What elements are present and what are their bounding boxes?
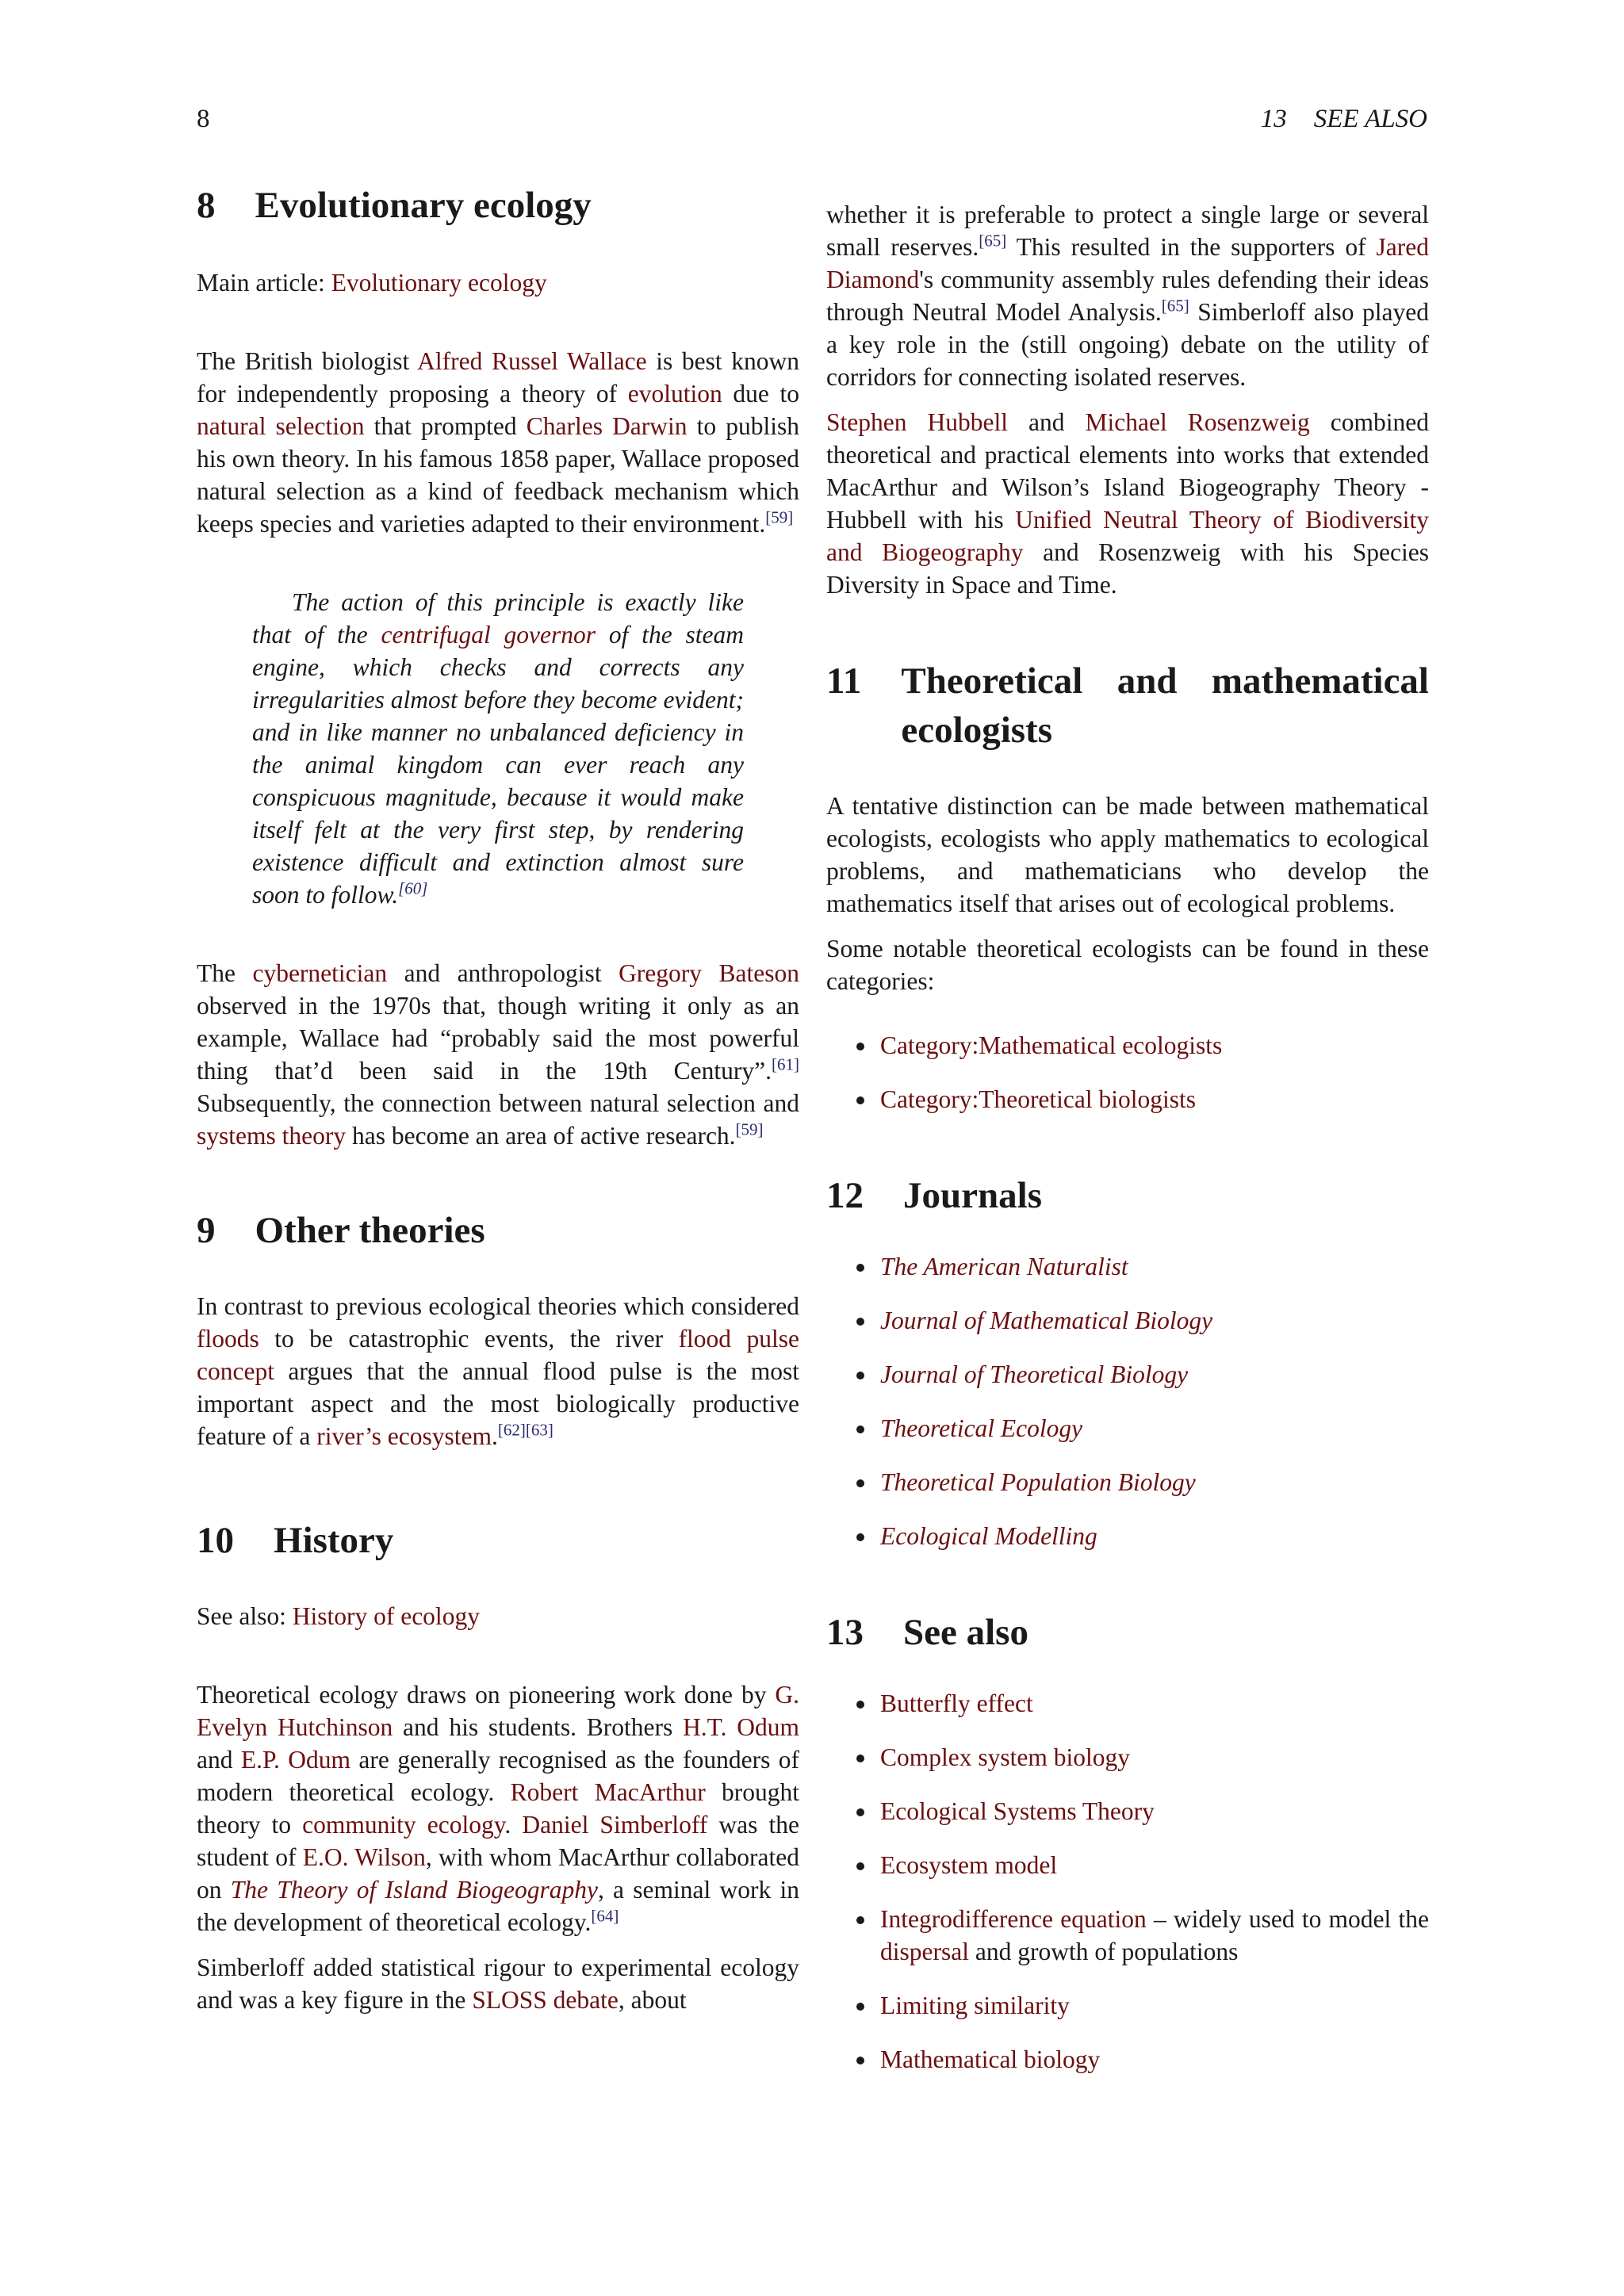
citation-65b[interactable]: [65] xyxy=(1161,296,1189,316)
link-butterfly-effect[interactable]: Butterfly effect xyxy=(880,1689,1033,1717)
section-title: Evolutionary ecology xyxy=(255,185,592,226)
citation-62[interactable]: [62] xyxy=(497,1420,526,1440)
section-title: History xyxy=(274,1520,394,1561)
list-item xyxy=(826,1520,1429,1552)
link-gregory-bateson[interactable]: Gregory Bateson xyxy=(619,959,799,987)
link-category-theoretical-biologists[interactable]: Category:Theoretical biologists xyxy=(880,1085,1197,1113)
link-sloss-debate[interactable]: SLOSS debate xyxy=(472,1986,619,2014)
list-item xyxy=(826,1358,1429,1391)
link-ecosystem-model[interactable]: Ecosystem model xyxy=(880,1851,1058,1879)
section-number: 9 xyxy=(197,1210,216,1251)
link-unified-neutral-theory[interactable]: Unified Neutral Theory of Biodiversity and Biogeography xyxy=(826,506,1430,566)
citation-63[interactable]: [63] xyxy=(525,1420,553,1440)
link-charles-darwin[interactable]: Charles Darwin xyxy=(526,412,688,440)
list-item xyxy=(826,1849,1429,1881)
main-article-note xyxy=(197,266,799,299)
running-section-title xyxy=(1234,100,1427,138)
link-eo-wilson[interactable]: E.O. Wilson xyxy=(302,1843,426,1871)
link-floods[interactable]: floods xyxy=(197,1325,259,1353)
link-centrifugal-governor[interactable]: centrifugal governor xyxy=(381,621,596,649)
link-ep-odum[interactable]: E.P. Odum xyxy=(240,1746,351,1774)
link-complex-system-biology[interactable]: Complex system biology xyxy=(880,1743,1130,1771)
section-heading-10 xyxy=(197,1516,799,1565)
link-theoretical-population-biology[interactable]: Theoretical Population Biology xyxy=(880,1468,1196,1496)
link-ecological-systems-theory[interactable]: Ecological Systems Theory xyxy=(880,1797,1155,1825)
section-number: 10 xyxy=(197,1520,234,1561)
section-number: 13 xyxy=(826,1612,864,1653)
list-item xyxy=(826,2043,1429,2076)
link-theoretical-ecology[interactable]: Theoretical Ecology xyxy=(880,1414,1083,1442)
see-also-prefix: See also: xyxy=(197,1602,293,1630)
wallace-quote: The action of this principle is exactly like that of the centrifugal governor of the steam engine, which checks and corrects any irregularities almost before they become evident; and in like manner no unbalanced deficiency in the animal kingdom can ever reach any conspicuous magnitude, because it would make itself felt at the very first step, by rendering existence difficult and extinction almost sure soon to follow.[60] xyxy=(252,588,744,909)
link-history-of-ecology[interactable]: History of ecology xyxy=(292,1602,480,1630)
section-title: Other theories xyxy=(255,1210,485,1251)
section-title: Theoretical and mathematical ecologists xyxy=(901,660,1429,751)
main-article-prefix: Main article: xyxy=(197,269,331,297)
category-list xyxy=(826,1029,1429,1115)
link-jared-diamond[interactable]: Jared Diamond xyxy=(826,233,1429,293)
link-american-naturalist[interactable]: The American Naturalist xyxy=(880,1253,1128,1280)
link-rivers-ecosystem[interactable]: river’s ecosystem xyxy=(316,1422,492,1450)
section-title: See also xyxy=(903,1612,1028,1653)
page-number: 8 xyxy=(197,105,210,133)
list-item xyxy=(826,1741,1429,1774)
link-flood-pulse-concept[interactable]: flood pulse concept xyxy=(197,1325,799,1385)
citation-65[interactable]: [65] xyxy=(979,231,1007,251)
list-item xyxy=(826,1029,1429,1062)
section-number: 12 xyxy=(826,1175,864,1216)
citation-64[interactable]: [64] xyxy=(591,1906,619,1926)
list-item xyxy=(826,1466,1429,1498)
link-theory-of-island-biogeography[interactable]: The Theory of Island Biogeography xyxy=(230,1876,598,1904)
running-section-label: SEE ALSO xyxy=(1313,105,1427,133)
list-item xyxy=(826,1989,1429,2022)
section-title: Journals xyxy=(903,1175,1042,1216)
link-daniel-simberloff[interactable]: Daniel Simberloff xyxy=(522,1811,708,1839)
link-mathematical-biology[interactable]: Mathematical biology xyxy=(880,2045,1101,2073)
link-systems-theory[interactable]: systems theory xyxy=(197,1122,347,1150)
link-michael-rosenzweig[interactable]: Michael Rosenzweig xyxy=(1085,408,1310,436)
section-heading-11 xyxy=(826,656,1429,755)
paragraph-flood-pulse: In contrast to previous ecological theories which considered floods to be catastrophic events, the river flood pulse concept argues that the annual flood pulse is the most important aspect and the most biologically productive feature of a river’s ecosystem.[62][63] xyxy=(197,1292,799,1450)
paragraph-history: Theoretical ecology draws on pioneering work done by G. Evelyn Hutchinson and his students. Brothers H.T. Odum and E.P. Odum are generally recognised as the founders of modern theoretical ecology. Robert MacArthur brought theory to community ecology. Daniel Simberloff was the student of E.O. Wilson, with whom MacArthur collaborated on The Theory of Island Biogeography, a seminal work in the development of theoretical ecology.[64] xyxy=(197,1681,800,1936)
section-heading-8 xyxy=(197,181,799,230)
journal-list xyxy=(826,1250,1429,1552)
list-item xyxy=(826,1412,1429,1445)
section-heading-12 xyxy=(826,1171,1429,1220)
running-section-number: 13 xyxy=(1260,105,1287,133)
left-column xyxy=(197,181,799,2016)
see-also-note xyxy=(197,1600,799,1632)
paragraph-notable-ecologists: Some notable theoretical ecologists can be found in these categories: xyxy=(826,935,1429,995)
list-item: Integrodifference equation – widely used to model the dispersal and growth of populations xyxy=(826,1903,1429,1968)
link-g-evelyn-hutchinson[interactable]: G. Evelyn Hutchinson xyxy=(197,1681,799,1741)
link-journal-mathematical-biology[interactable]: Journal of Mathematical Biology xyxy=(880,1307,1213,1334)
right-column xyxy=(826,198,1429,2097)
paragraph-hubbell: Stephen Hubbell and Michael Rosenzweig combined theoretical and practical elements into works that extended MacArthur and Wilson’s Island Biogeography Theory - Hubbell with his Unified Neutral Theory of Biodiversity and Biogeography and Rosenzweig with his Species Diversity in Space and Time. xyxy=(826,408,1430,599)
citation-61[interactable]: [61] xyxy=(772,1054,799,1074)
link-cybernetician[interactable]: cybernetician xyxy=(252,959,388,987)
section-heading-9 xyxy=(197,1206,799,1255)
list-item xyxy=(826,1687,1429,1720)
paragraph-simberloff-part1: Simberloff added statistical rigour to experimental ecology and was a key figure in the SLOSS debate, about xyxy=(197,1954,799,2014)
link-dispersal[interactable]: dispersal xyxy=(880,1938,969,1965)
see-also-list xyxy=(826,1687,1429,2076)
section-heading-13 xyxy=(826,1608,1429,1657)
link-evolution[interactable]: evolution xyxy=(627,380,722,408)
link-journal-theoretical-biology[interactable]: Journal of Theoretical Biology xyxy=(880,1360,1189,1388)
link-evolutionary-ecology[interactable]: Evolutionary ecology xyxy=(331,269,547,297)
section-number: 8 xyxy=(197,185,216,226)
citation-60[interactable]: [60] xyxy=(398,878,428,898)
list-item xyxy=(826,1250,1429,1283)
list-item xyxy=(826,1795,1429,1827)
link-limiting-similarity[interactable]: Limiting similarity xyxy=(880,1992,1070,2019)
link-alfred-russel-wallace[interactable]: Alfred Russel Wallace xyxy=(417,347,647,375)
citation-59b[interactable]: [59] xyxy=(735,1119,764,1139)
link-stephen-hubbell[interactable]: Stephen Hubbell xyxy=(826,408,1008,436)
link-robert-macarthur[interactable]: Robert MacArthur xyxy=(510,1778,706,1806)
link-ecological-modelling[interactable]: Ecological Modelling xyxy=(880,1522,1097,1550)
link-category-mathematical-ecologists[interactable]: Category:Mathematical ecologists xyxy=(880,1031,1223,1059)
list-item xyxy=(826,1083,1429,1115)
link-natural-selection[interactable]: natural selection xyxy=(197,412,365,440)
running-header xyxy=(197,100,1427,138)
citation-59[interactable]: [59] xyxy=(765,507,794,527)
link-integrodifference-equation[interactable]: Integrodifference equation xyxy=(880,1905,1147,1933)
list-item xyxy=(826,1304,1429,1337)
section-number: 11 xyxy=(826,660,862,702)
paragraph-tentative-distinction: A tentative distinction can be made between mathematical ecologists, ecologists who apply mathematics to ecological problems, and mathematicians who develop the mathematics itself that arises out of ecological problems. xyxy=(826,792,1429,917)
link-ht-odum[interactable]: H.T. Odum xyxy=(683,1713,800,1741)
link-community-ecology[interactable]: community ecology xyxy=(302,1811,505,1839)
paragraph-wallace: The British biologist Alfred Russel Wallace is best known for independently proposing a theory of evolution due to natural selection that prompted Charles Darwin to publish his own theory. In his famous 1858 paper, Wallace proposed natural selection as a kind of feedback mechanism which keeps species and varieties adapted to their environment.[59] xyxy=(197,347,800,538)
paragraph-simberloff-part2: whether it is preferable to protect a single large or several small reserves.[65] This resulted in the supporters of Jared Diamond's community assembly rules defending their ideas through Neutral Model Analysis.[65] Simberloff also played a key role in the (still ongoing) debate on the utility of corridors for connecting isolated reserves. xyxy=(826,201,1429,391)
paragraph-bateson: The cybernetician and anthropologist Gregory Bateson observed in the 1970s that, though writing it only as an example, Wallace had “probably said the most powerful thing that’d been said in the 19th Century”.[61] Subsequently, the connection between natural selection and systems theory has become an area of active research.[59] xyxy=(197,959,799,1150)
